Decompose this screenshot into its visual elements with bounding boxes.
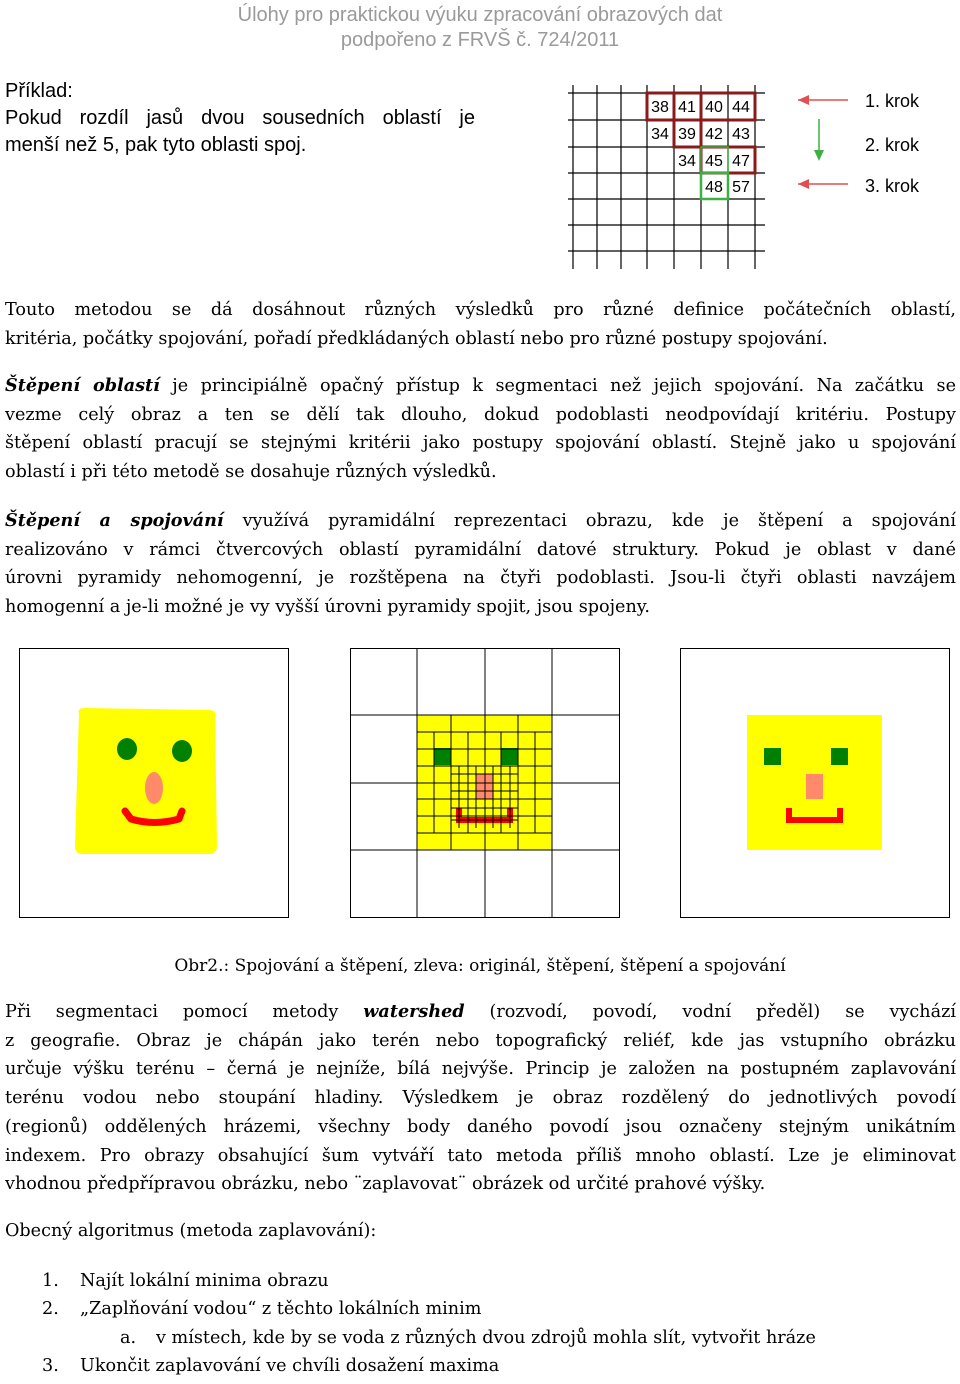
cell-value: 57	[732, 179, 750, 196]
step-label: 2. krok	[865, 135, 920, 155]
header-subtitle: podpořeno z FRVŠ č. 724/2011	[340, 29, 620, 51]
list-subitem: v místech, kde by se voda z různých dvou zdrojů mohla slít, vytvořit hráze	[156, 1328, 816, 1348]
paragraph-line: vezme celý obraz a ten se dělí tak dlouho, dokud podoblasti neodpovídají kritériu. Postupy	[5, 404, 956, 425]
split-merge-paragraph: Štěpení a spojování využívá pyramidální reprezentaci obrazu, kde je štěpení a spojování realizováno v rámci čtvercových oblastí pyramidální datové struktury. Pokud je oblast v dané úrovni pyramidy nehomogenní, je rozštěpena na čtyři podoblasti. Jsou-li čtyři oblasti navzájem homogenní a je-li možné je vy vyšší úrovni pyramidy spojit, jsou spojeny.	[5, 507, 956, 622]
paragraph-line: homogenní a je-li možné je vy vyšší úrovni pyramidy spojit, jsou spojeny.	[5, 597, 650, 618]
cell-value: 34	[651, 126, 669, 143]
step-label: 3. krok	[865, 176, 920, 196]
left-arrow-icon	[798, 179, 848, 189]
term-split-merge: Štěpení a spojování	[5, 510, 224, 531]
down-arrow-icon	[814, 119, 824, 161]
example-title: Příklad:	[5, 80, 73, 102]
cell-value: 34	[678, 153, 696, 170]
paragraph-line: Touto metodou se dá dosáhnout různých výsledků pro různé definice počátečních oblastí,	[5, 300, 956, 320]
cell-value: 44	[732, 99, 750, 116]
example-line: menší než 5, pak tyto oblasti spoj.	[5, 134, 307, 156]
watershed-paragraph: Při segmentaci pomocí metody watershed (rozvodí, povodí, vodní předěl) se vychází z geografie. Obraz je chápán jako terén nebo topografický reliéf, kde jas vstupního obrázku určuje výšku terénu – černá je nejníže, bílá nejvýše. Princip je založen na postupném zaplavování terénu vodou nebo stoupání hladiny. Výsledkem je obraz rozdělený do jednotlivých povodí (regionů) oddělených hrázemi, všechny body daného povodí jsou označeny stejným unikátním indexem. Pro obrazy obsahující šum vytváří tato metoda příliš mnoho oblastí. Lze je eliminovat vhodnou předpřípravou obrázku, nebo ¨zaplavovat¨ obrázek od určité prahové výšky.	[5, 998, 956, 1199]
nose	[806, 774, 823, 799]
paragraph-line: z geografie. Obraz je chápán jako terén nebo topografický reliéf, kde jas vstupního obrázku	[5, 1030, 956, 1051]
paragraph-line: oblastí i při této metodě se dosahuje různých výsledků.	[5, 462, 497, 483]
list-number: 1.	[42, 1271, 59, 1291]
term-watershed: watershed	[363, 1001, 465, 1022]
cell-value: 39	[678, 126, 696, 143]
cell-value: 43	[732, 126, 750, 143]
cell-value: 45	[705, 153, 723, 170]
term-splitting: Štěpení oblastí	[5, 375, 160, 396]
figure-caption: Obr2.: Spojování a štěpení, zleva: originál, štěpení, štěpení a spojování	[174, 956, 786, 976]
right-eye	[172, 740, 192, 762]
list-item: Najít lokální minima obrazu	[80, 1271, 329, 1291]
left-eye	[117, 738, 137, 760]
cell-value: 42	[705, 126, 723, 143]
example-block	[5, 78, 475, 159]
region-merging-figure	[565, 85, 945, 275]
paragraph-line: terénu vodou nebo stoupání hladiny. Výsledkem je obraz rozdělený do jednotlivých povodí	[5, 1088, 956, 1109]
right-eye	[831, 748, 848, 765]
header-title: Úlohy pro praktickou výuku zpracování obrazových dat	[237, 4, 723, 26]
face-split	[350, 648, 620, 918]
paragraph-line: indexem. Pro obrazy obsahující šum vytváří tato metoda příliš mnoho oblastí. Lze je eliminovat	[5, 1145, 956, 1166]
cell-value: 38	[651, 99, 669, 116]
intro-paragraph	[5, 296, 956, 353]
paragraph-line: určuje výšku terénu – černá je nejníže, bílá nejvýše. Princip je založen na postupném zaplavování	[5, 1059, 956, 1080]
paragraph-line: realizováno v rámci čtvercových oblastí pyramidální datové struktury. Pokud je oblast v dané	[5, 539, 956, 560]
paragraph-line: (regionů) oddělených hrázemi, všechny body daného povodí jsou označeny stejným unikátním	[5, 1116, 956, 1137]
paragraph-line: vhodnou předpřípravou obrázku, nebo ¨zaplavovat¨ obrázek od určité prahové výšky.	[5, 1174, 766, 1195]
left-eye	[764, 748, 781, 765]
nose	[145, 772, 163, 804]
list-number: 3.	[42, 1356, 59, 1376]
algorithm-title: Obecný algoritmus (metoda zaplavování):	[5, 1221, 377, 1241]
paragraph-line: kritéria, počátky spojování, pořadí předkládaných oblastí nebo pro různé postupy spojování.	[5, 328, 828, 349]
list-subnumber: a.	[120, 1328, 137, 1348]
cell-value: 48	[705, 179, 723, 196]
left-arrow-icon	[798, 95, 848, 105]
list-number: 2.	[42, 1299, 59, 1319]
list-item: „Zaplňování vodou“ z těchto lokálních minim	[80, 1299, 482, 1319]
paragraph-line: úrovni pyramidy nehomogenní, je rozštěpena na čtyři podoblasti. Jsou-li čtyři oblasti navzájem	[5, 568, 956, 589]
cell-value: 41	[678, 99, 696, 116]
list-item: Ukončit zaplavování ve chvíli dosažení maxima	[80, 1356, 500, 1376]
face-split-merge	[680, 648, 950, 918]
splitting-paragraph: Štěpení oblastí je principiálně opačný přístup k segmentaci než jejich spojování. Na začátku se vezme celý obraz a ten se dělí tak dlouho, dokud podoblasti neodpovídají kritériu. Postupy štěpení oblastí pracují se stejnými kritérii jako postupy spojování oblastí. Stejně jako u spojování oblastí i při této metodě se dosahuje různých výsledků.	[5, 372, 956, 487]
cell-value: 40	[705, 99, 723, 116]
example-line: Pokud rozdíl jasů dvou sousedních oblastí je	[5, 107, 475, 129]
face-original	[19, 648, 289, 918]
cell-value: 47	[732, 153, 750, 170]
paragraph-line: štěpení oblastí pracují se stejnými kritérii jako postupy spojování oblastí. Stejně jako u spojování	[5, 433, 956, 454]
step-label: 1. krok	[865, 91, 920, 111]
